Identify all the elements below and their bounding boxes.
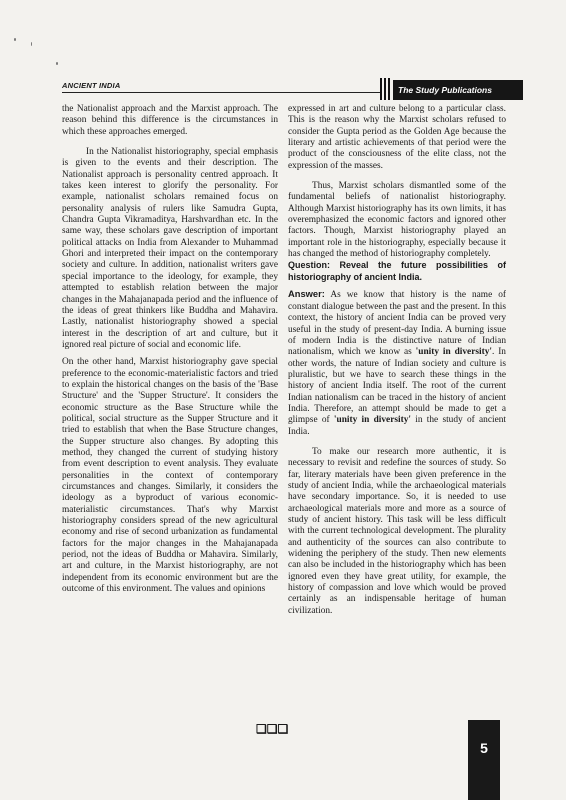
paragraph: In the Nationalist historiography, special emphasis is given to the events and their description. The Nationalist approach is personality centred approach. It takes keen interest to glorify the personality. For example, nationalist scholars remained focus on personality analysis of rulers like Samudra Gupta, Chandra Gupta Vikramaditya, Harshvardhan etc. In the same way, these scholars gave description of important political attacks on India from Alexander to Muhammad Ghori and interpreted their impact on the contemporary society and culture. In addition, nationalist writers gave special importance to the ideology, for example, they attempted to establish relation between the major changes in the Mahajanapada period and the influence of the ideas of great thinkers like Buddha and Mahavira. Lastly, nationalist historiography showed a special interest in the description of art and culture, but it ignored real picture of social and economic life.: [62, 147, 278, 350]
header-rule: [62, 92, 382, 93]
answer-label: Answer:: [288, 289, 325, 300]
paragraph: expressed in art and culture belong to a particular class. This is the reason why the Marxist scholars refused to consider the Gupta period as the Golden Age because the literary and artistic achievements of that period were the product of the consciousness of the elite class, not the expression of the masses.: [288, 104, 506, 171]
scan-speck: [56, 62, 58, 65]
answer-text: As we know that history is the name of constant dialogue between the past and the present. In this context, the history of ancient India can be proved very useful in the study of present-day India. A burning issue of modern India is the distinctive nature of Indian nationalism, which we know as: [288, 290, 506, 358]
answer-text: in the study of ancient India.: [288, 415, 506, 437]
answer-text: . In other words, the nature of Indian society and culture is pluralistic, but we have to search these things in the history of ancient India itself. The root of the current Indian nationalism can be traced in the history of ancient India. Therefore, an attempt should be made to get a glimpse of: [288, 347, 506, 426]
paragraph: To make our research more authentic, it is necessary to revisit and redefine the sources of study. So far, literary materials have been given preference in the study of ancient India, while the archaeological materials have secondary importance. So, it is needed to use archaeological materials more and more as a source of study of ancient history. This task will be less difficult with the current technological development. The plurality and authenticity of the sources can also contribute to widening the periphery of the study. Then new elements can also be included in the historiography which has been ignored even they have great utility, for example, the history of compassion and love which would be proved certainly as an indispensable heritage of human civilization.: [288, 446, 506, 616]
page-number: 5: [468, 720, 500, 800]
scan-speck: [31, 42, 32, 46]
end-of-section-mark: ❑❑❑: [256, 722, 289, 736]
header-bars: [380, 78, 391, 100]
paragraph: the Nationalist approach and the Marxist approach. The reason behind this difference is the circumstances in which these approaches emerged.: [62, 104, 278, 137]
running-header-left: ANCIENT INDIA: [62, 81, 121, 90]
right-column: [288, 104, 506, 617]
answer-paragraph: [288, 289, 506, 437]
paragraph: Thus, Marxist scholars dismantled some of the fundamental beliefs of nationalist historiography. Although Marxist historiography has its own limits, it has overemphasized the economic factors and ignored other factors. Though, Marxist historiography played an important role in the historiography, especially because it has changed the method of historiography completely.: [288, 181, 506, 260]
running-header-right: The Study Publications: [393, 80, 523, 100]
scan-speck: [14, 38, 16, 41]
question-heading: Question: Reveal the future possibilities of historiography of ancient India.: [288, 260, 506, 282]
answer-emphasis: 'unity in diversity': [415, 347, 492, 358]
paragraph: On the other hand, Marxist historiography gave special preference to the economic-materialistic factors and tried to explain the historical changes on the basis of the 'Base Structure' and the 'Supper Structure'. It considers the economic structure as the Base Structure while the political, social structure as the Supper Structure and it tried to establish that when the Base Structure changes, the Supper structure also changes. By adopting this method, they changed the current of studying history from event description to event analysis. They evaluate personalities in the context of contemporary circumstances and changes. Similarly, it considers the ideology as a byproduct of various economic-materialistic circumstances. That's why Marxist historiography considers spread of the new agricultural economy and rise of second urbanization as fundamental factors for the major changes in the Mahajanapada period, not the ideas of Buddha or Mahavira. Similarly, art and culture, in the Marxist historiography, are not independent from its economic environment but are the outcome of this environment. The values and opinions: [62, 357, 278, 595]
answer-emphasis: 'unity in diversity': [333, 415, 411, 426]
left-column: [62, 104, 278, 595]
